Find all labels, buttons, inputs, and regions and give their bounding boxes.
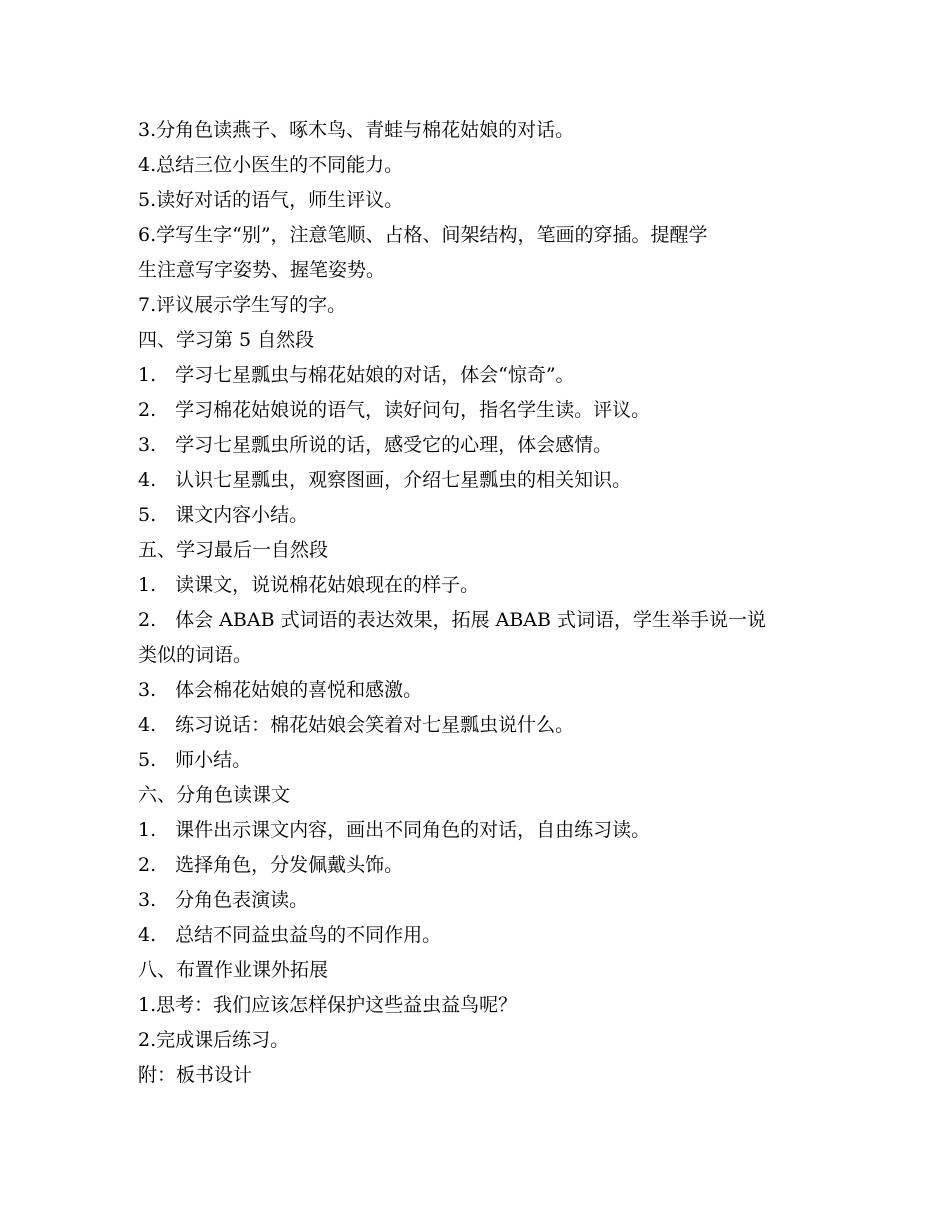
- text-line: 5. 课文内容小结。: [138, 504, 309, 526]
- text-line: 3.分角色读燕子、啄木鸟、青蛙与棉花姑娘的对话。: [138, 119, 575, 141]
- text-line: 4. 总结不同益虫益鸟的不同作用。: [138, 924, 442, 946]
- text-line: 5.读好对话的语气，师生评议。: [138, 189, 404, 211]
- section-heading: 五、学习最后一自然段: [138, 539, 329, 561]
- section-heading: 八、布置作业课外拓展: [138, 959, 329, 981]
- section-heading: 四、学习第 5 自然段: [138, 329, 315, 351]
- text-line: 2. 学习棉花姑娘说的语气，读好问句，指名学生读。评议。: [138, 399, 651, 421]
- text-line: 1. 学习七星瓢虫与棉花姑娘的对话，体会“惊奇”。: [138, 364, 575, 386]
- text-line: 1.思考：我们应该怎样保护这些益虫益鸟呢？: [138, 994, 518, 1016]
- text-line: 2. 体会 ABAB 式词语的表达效果，拓展 ABAB 式词语，学生举手说一说: [138, 609, 767, 631]
- section-heading: 六、分角色读课文: [138, 784, 291, 806]
- text-line: 3. 学习七星瓢虫所说的话，感受它的心理，体会感情。: [138, 434, 613, 456]
- text-line: 4.总结三位小医生的不同能力。: [138, 154, 404, 176]
- text-line: 1. 课件出示课文内容，画出不同角色的对话，自由练习读。: [138, 819, 651, 841]
- text-line: 6.学写生字“别”，注意笔顺、占格、间架结构，笔画的穿插。提醒学: [138, 224, 708, 246]
- text-line: 2.完成课后练习。: [138, 1029, 290, 1051]
- text-line: 3. 分角色表演读。: [138, 889, 309, 911]
- text-line: 3. 体会棉花姑娘的喜悦和感激。: [138, 679, 423, 701]
- section-heading: 附：板书设计: [138, 1064, 253, 1086]
- text-line: 4. 练习说话：棉花姑娘会笑着对七星瓢虫说什么。: [138, 714, 575, 736]
- text-line: 4. 认识七星瓢虫，观察图画，介绍七星瓢虫的相关知识。: [138, 469, 632, 491]
- document-body: [138, 113, 828, 1093]
- text-line: 生注意写字姿势、握笔姿势。: [138, 259, 386, 281]
- text-line: 7.评议展示学生写的字。: [138, 294, 347, 316]
- text-line: 5. 师小结。: [138, 749, 252, 771]
- text-line: 2. 选择角色，分发佩戴头饰。: [138, 854, 404, 876]
- text-line: 类似的词语。: [138, 644, 253, 666]
- text-line: 1. 读课文，说说棉花姑娘现在的样子。: [138, 574, 480, 596]
